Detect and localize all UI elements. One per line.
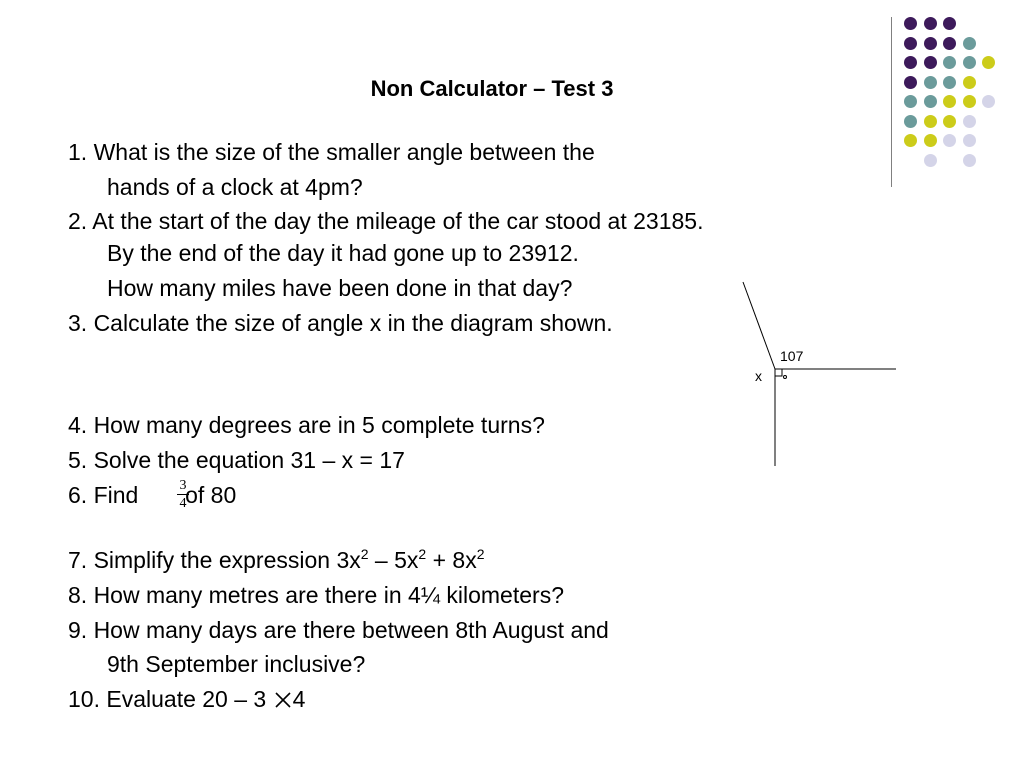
decorative-dot: [924, 76, 937, 89]
question-6-prefix: 6. Find: [68, 482, 139, 508]
decorative-dot: [943, 76, 956, 89]
diagram-angle-label: 107: [780, 348, 804, 364]
question-10-suffix: 4: [292, 686, 306, 712]
question-7-term-3: + 8x: [426, 547, 477, 573]
question-10-prefix: 10. Evaluate 20 – 3: [68, 686, 267, 712]
question-2-line-3: How many miles have been done in that day?: [107, 275, 573, 301]
question-7-term-2: – 5x: [368, 547, 419, 573]
decorative-dot: [963, 37, 976, 50]
page-title: Non Calculator – Test 3: [370, 76, 614, 101]
decorative-dot: [963, 56, 976, 69]
decorative-dot: [963, 76, 976, 89]
question-10: [68, 685, 305, 713]
decorative-dot: [982, 95, 995, 108]
decorative-divider: [891, 17, 892, 187]
decorative-dot: [924, 115, 937, 128]
decorative-dot: [904, 115, 917, 128]
question-7-term-1: 7. Simplify the expression 3x: [68, 547, 361, 573]
exponent-3: 2: [476, 546, 485, 562]
question-9-line-2: 9th September inclusive?: [107, 651, 366, 677]
fraction-numerator: 3: [179, 478, 187, 493]
diagram-x-label: x: [755, 368, 762, 384]
question-6: [68, 481, 236, 509]
decorative-dot: [924, 17, 937, 30]
decorative-dot: [943, 17, 956, 30]
question-2-line-1: 2. At the start of the day the mileage of the car stood at 23185.: [68, 208, 704, 234]
decorative-dot: [982, 56, 995, 69]
decorative-dot: [924, 56, 937, 69]
decorative-dot: [963, 95, 976, 108]
decorative-dot: [943, 56, 956, 69]
decorative-dot: [943, 115, 956, 128]
decorative-dot: [963, 154, 976, 167]
decorative-dot: [924, 154, 937, 167]
decorative-dot: [904, 56, 917, 69]
decorative-dot: [963, 134, 976, 147]
question-4: 4. How many degrees are in 5 complete turns?: [68, 412, 545, 438]
decorative-dot: [943, 134, 956, 147]
decorative-dot: [904, 95, 917, 108]
decorative-dot: [924, 95, 937, 108]
decorative-dot: [904, 76, 917, 89]
diagram-right-angle-mark: [775, 369, 782, 376]
question-8: 8. How many metres are there in 4¼ kilometers?: [68, 582, 564, 608]
question-2-line-2: By the end of the day it had gone up to 23912.: [107, 240, 579, 266]
question-7: [68, 546, 485, 574]
question-6-suffix: of 80: [185, 482, 237, 508]
decorative-dot: [943, 37, 956, 50]
question-1-line-2: hands of a clock at 4pm?: [107, 174, 363, 200]
multiply-icon: [273, 691, 293, 709]
exponent-1: 2: [360, 546, 369, 562]
decorative-dot: [904, 134, 917, 147]
angle-diagram: [730, 280, 900, 470]
fraction-three-quarters: [176, 477, 190, 512]
question-5: 5. Solve the equation 31 – x = 17: [68, 447, 405, 473]
decorative-dot: [904, 17, 917, 30]
decorative-dot: [963, 115, 976, 128]
diagram-angle-dot: [784, 376, 787, 379]
question-1-line-1: 1. What is the size of the smaller angle between the: [68, 139, 595, 165]
question-9-line-1: 9. How many days are there between 8th August and: [68, 617, 609, 643]
decorative-dot: [924, 134, 937, 147]
fraction-denominator: 4: [179, 496, 187, 511]
decorative-dot: [924, 37, 937, 50]
exponent-2: 2: [418, 546, 427, 562]
diagram-slanted-line: [743, 282, 775, 369]
decorative-dot: [904, 37, 917, 50]
question-3: 3. Calculate the size of angle x in the diagram shown.: [68, 310, 613, 336]
decorative-dot: [943, 95, 956, 108]
